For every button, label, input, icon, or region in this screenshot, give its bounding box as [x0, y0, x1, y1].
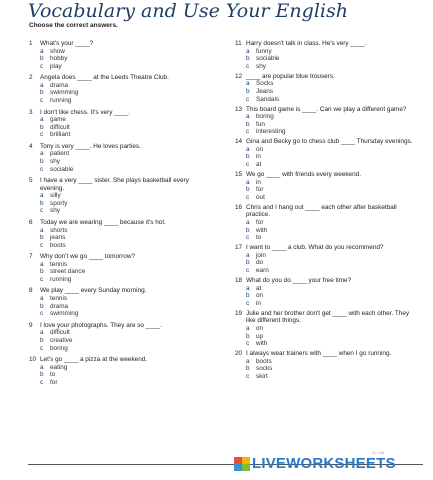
option-text: on: [256, 292, 264, 300]
answer-option[interactable]: [235, 325, 420, 333]
option-text: eating: [50, 363, 68, 371]
option-letter: b: [40, 123, 44, 131]
question-text: This board game is ____. Can we play a different game?: [246, 105, 407, 113]
question-15: [235, 171, 420, 201]
answer-option[interactable]: [29, 268, 214, 276]
question-number: 9: [29, 321, 33, 329]
option-letter: c: [246, 62, 250, 70]
answer-option[interactable]: [29, 379, 214, 387]
question-text: I love your photographs. They are so ____.: [40, 321, 162, 329]
question-number: 8: [29, 287, 33, 295]
option-text: sociable: [50, 165, 74, 173]
option-text: boots: [256, 357, 272, 365]
option-letter: a: [40, 295, 44, 303]
option-text: tennis: [50, 260, 68, 268]
question-10: [29, 356, 214, 386]
option-text: shy: [50, 157, 60, 165]
answer-option[interactable]: [29, 55, 214, 63]
option-letter: a: [40, 260, 44, 268]
answer-option[interactable]: [29, 227, 214, 235]
option-text: drama: [50, 302, 69, 310]
question-6: [29, 219, 214, 249]
question-text: We go ____ with friends every weekend.: [246, 171, 361, 179]
option-text: at: [256, 161, 262, 169]
option-letter: a: [40, 363, 44, 371]
question-8: [29, 287, 214, 317]
question-number: 7: [29, 253, 33, 261]
question-number: 17: [235, 244, 243, 252]
option-letter: a: [246, 324, 250, 332]
question-number: 2: [29, 74, 33, 82]
option-text: difficult: [50, 123, 70, 131]
question-4: [29, 143, 214, 173]
answer-option[interactable]: [29, 371, 214, 379]
option-letter: a: [40, 116, 44, 124]
option-letter: c: [246, 372, 250, 380]
option-text: in: [256, 299, 261, 307]
question-20: [235, 350, 420, 380]
option-text: on: [256, 324, 264, 332]
option-letter: a: [40, 150, 44, 158]
option-letter: a: [40, 226, 44, 234]
option-letter: b: [40, 371, 44, 379]
question-number: 20: [235, 350, 243, 358]
question-14: [235, 138, 420, 168]
answer-option[interactable]: [235, 161, 420, 169]
question-number: 18: [235, 276, 243, 284]
question-number: 15: [235, 171, 243, 179]
answer-option[interactable]: [29, 150, 214, 158]
question-18: [235, 277, 420, 307]
question-number: 19: [235, 309, 243, 317]
question-text: Angela does ____ at the Leeds Theatre Club.: [40, 74, 169, 82]
answer-option[interactable]: [29, 329, 214, 337]
question-text: Today we are wearing ____ because it's hot.: [40, 218, 166, 226]
option-letter: c: [40, 62, 44, 70]
question-1: [29, 40, 214, 70]
answer-option[interactable]: [235, 80, 420, 88]
option-letter: a: [246, 219, 250, 227]
option-letter: b: [40, 302, 44, 310]
answer-option[interactable]: [29, 234, 214, 242]
page-title: Vocabulary and Use Your English: [28, 0, 348, 22]
answer-option[interactable]: [29, 310, 214, 318]
question-16: [235, 204, 420, 242]
option-text: boring: [256, 113, 274, 121]
option-text: boots: [50, 241, 66, 249]
answer-option[interactable]: [29, 48, 214, 56]
answer-option[interactable]: [235, 194, 420, 202]
option-letter: b: [246, 292, 250, 300]
question-text: What do you do ____ your free time?: [246, 276, 352, 284]
option-letter: b: [246, 87, 250, 95]
option-text: socks: [256, 365, 273, 373]
answer-option[interactable]: [235, 88, 420, 96]
answer-option[interactable]: [29, 158, 214, 166]
option-text: swimming: [50, 310, 79, 318]
answer-option[interactable]: [235, 55, 420, 63]
answer-option[interactable]: [235, 179, 420, 187]
option-letter: c: [246, 299, 250, 307]
option-text: out: [256, 193, 265, 201]
option-text: silly: [50, 192, 61, 200]
option-letter: c: [40, 275, 44, 283]
answer-option[interactable]: [235, 121, 420, 129]
option-letter: c: [40, 207, 44, 215]
question-3: [29, 109, 214, 139]
question-number: 11: [235, 40, 242, 47]
option-text: interesting: [256, 128, 286, 136]
option-text: shy: [256, 62, 266, 70]
option-text: show: [50, 47, 65, 55]
option-text: Sandals: [256, 95, 280, 103]
option-text: creative: [50, 336, 73, 344]
answer-option[interactable]: [235, 267, 420, 275]
answer-option[interactable]: [235, 365, 420, 373]
option-text: at: [256, 284, 262, 292]
question-text: I always wear trainers with ____ when I go running.: [246, 350, 392, 358]
option-letter: a: [246, 178, 250, 186]
option-letter: b: [246, 332, 250, 340]
option-letter: b: [246, 55, 250, 63]
answer-option[interactable]: [235, 96, 420, 104]
question-9: [29, 322, 214, 352]
question-2: [29, 74, 214, 104]
option-text: game: [50, 116, 66, 124]
answer-option[interactable]: [235, 333, 420, 341]
answer-option[interactable]: [29, 295, 214, 303]
option-text: Jeans: [256, 87, 274, 95]
option-text: on: [256, 145, 264, 153]
question-number: 4: [29, 142, 33, 150]
question-text: Julie and her brother don't get ____ with each other. They like different things.: [246, 309, 410, 325]
option-letter: c: [40, 131, 44, 139]
logo-icon: [234, 457, 250, 471]
answer-option[interactable]: [29, 63, 214, 71]
option-text: difficult: [50, 329, 70, 337]
answer-option[interactable]: [29, 303, 214, 311]
answer-option[interactable]: [235, 252, 420, 260]
question-19: [235, 310, 420, 348]
option-letter: a: [40, 47, 44, 55]
answer-option[interactable]: [29, 337, 214, 345]
option-text: for: [50, 378, 58, 386]
answer-option[interactable]: [235, 373, 420, 381]
option-text: boring: [50, 344, 68, 352]
instructions: Choose the correct answers.: [29, 22, 118, 29]
answer-option[interactable]: [29, 261, 214, 269]
answer-option[interactable]: [29, 124, 214, 132]
question-7: [29, 253, 214, 283]
option-text: to: [256, 234, 262, 242]
answer-option[interactable]: [235, 153, 420, 161]
option-text: swimming: [50, 89, 79, 97]
question-text: Why don't we go ____ tomorrow?: [40, 253, 135, 261]
option-text: Socks: [256, 80, 274, 88]
question-number: 12: [235, 72, 243, 80]
brand-name: LIVEWORKSHEETS: [252, 455, 396, 472]
option-text: skirt: [256, 372, 268, 380]
option-text: to: [50, 371, 56, 379]
answer-option[interactable]: [235, 234, 420, 242]
question-text: I want to ____ a club. What do you recommend?: [246, 244, 384, 252]
answer-option[interactable]: [235, 113, 420, 121]
option-letter: c: [246, 95, 250, 103]
option-text: sporty: [50, 199, 68, 207]
answer-option[interactable]: [235, 48, 420, 56]
question-text: What's your ____?: [40, 40, 94, 47]
question-text: We play ____ every Sunday morning.: [40, 287, 147, 295]
option-text: with: [256, 340, 268, 348]
question-text: Chris and I hang out ____ each other after basketball practice.: [246, 203, 397, 219]
option-letter: b: [246, 153, 250, 161]
question-text: Harry doesn't talk in class. He's very ____.: [246, 40, 367, 47]
question-number: 6: [29, 218, 33, 226]
answer-option[interactable]: [29, 364, 214, 372]
option-letter: b: [40, 199, 44, 207]
option-letter: b: [246, 259, 250, 267]
question-text: ____ are popular blue trousers.: [246, 72, 335, 80]
question-12: [235, 73, 420, 103]
question-number: 5: [29, 177, 33, 185]
option-letter: c: [40, 310, 44, 318]
option-letter: b: [40, 336, 44, 344]
option-text: in: [256, 178, 261, 186]
option-letter: c: [40, 241, 44, 249]
answer-option[interactable]: [235, 227, 420, 235]
option-letter: a: [246, 113, 250, 121]
option-text: hobby: [50, 55, 68, 63]
answer-option[interactable]: [235, 292, 420, 300]
liveworksheets-logo: [234, 455, 396, 472]
answer-option[interactable]: [29, 345, 214, 353]
answer-option[interactable]: [29, 200, 214, 208]
question-number: 16: [235, 203, 243, 211]
answer-option[interactable]: [29, 97, 214, 105]
option-letter: a: [40, 192, 44, 200]
option-text: shy: [50, 207, 60, 215]
answer-option[interactable]: [235, 285, 420, 293]
option-letter: a: [40, 329, 44, 337]
question-number: 14: [235, 138, 243, 146]
question-text: Tony is very ____. He loves parties.: [40, 142, 141, 150]
answer-option[interactable]: [235, 300, 420, 308]
option-letter: a: [246, 145, 250, 153]
option-text: do: [256, 259, 264, 267]
option-letter: b: [246, 186, 250, 194]
option-letter: b: [40, 157, 44, 165]
option-text: up: [256, 332, 264, 340]
answer-option[interactable]: [235, 340, 420, 348]
option-text: sociable: [256, 55, 280, 63]
option-letter: b: [40, 268, 44, 276]
answer-option[interactable]: [235, 358, 420, 366]
option-text: shorts: [50, 226, 68, 234]
option-letter: b: [40, 55, 44, 63]
answer-option[interactable]: [29, 89, 214, 97]
right-question-column: [235, 40, 420, 383]
answer-option[interactable]: [29, 82, 214, 90]
left-question-column: [29, 40, 214, 390]
question-text: I have a very ____ sister. She plays basketball every evening.: [40, 177, 189, 192]
option-letter: c: [40, 97, 44, 105]
question-text: I don't like chess. It's very ____.: [40, 108, 131, 116]
option-letter: c: [246, 161, 250, 169]
answer-option[interactable]: [29, 242, 214, 250]
answer-option[interactable]: [29, 276, 214, 284]
question-number: 13: [235, 105, 243, 113]
page-note: 4 | 126: [372, 450, 385, 455]
option-letter: c: [40, 378, 44, 386]
option-text: for: [256, 186, 264, 194]
answer-option[interactable]: [235, 259, 420, 267]
question-5: [29, 177, 214, 215]
option-letter: a: [246, 284, 250, 292]
option-letter: a: [246, 357, 250, 365]
answer-option[interactable]: [235, 63, 420, 71]
option-letter: c: [246, 193, 250, 201]
option-letter: b: [246, 226, 250, 234]
option-text: in: [256, 153, 261, 161]
option-letter: b: [246, 120, 250, 128]
question-text: Gina and Becky go to chess club ____ Thursday evenings.: [246, 138, 413, 146]
option-letter: c: [40, 165, 44, 173]
option-letter: c: [246, 128, 250, 136]
answer-option[interactable]: [29, 131, 214, 139]
question-number: 3: [29, 108, 33, 116]
answer-option[interactable]: [29, 192, 214, 200]
option-text: earn: [256, 266, 269, 274]
answer-option[interactable]: [235, 146, 420, 154]
question-13: [235, 106, 420, 136]
option-letter: c: [40, 344, 44, 352]
question-17: [235, 244, 420, 274]
option-text: play: [50, 62, 62, 70]
answer-option[interactable]: [235, 219, 420, 227]
question-number: 10: [29, 355, 37, 363]
option-text: join: [256, 251, 266, 259]
option-letter: a: [246, 80, 250, 88]
answer-option[interactable]: [235, 186, 420, 194]
option-text: with: [256, 226, 268, 234]
option-letter: c: [246, 266, 250, 274]
option-letter: a: [40, 81, 44, 89]
option-text: street dance: [50, 268, 86, 276]
question-text: Let's go ____ a pizza at the weekend.: [40, 355, 148, 363]
option-letter: c: [246, 234, 250, 242]
answer-option[interactable]: [29, 116, 214, 124]
option-text: patient: [50, 150, 70, 158]
option-text: jeans: [50, 234, 66, 242]
option-text: fun: [256, 120, 265, 128]
option-text: tennis: [50, 295, 68, 303]
option-letter: b: [40, 89, 44, 97]
option-text: brilliant: [50, 131, 71, 139]
option-letter: b: [40, 234, 44, 242]
option-letter: a: [246, 47, 250, 55]
option-text: for: [256, 219, 264, 227]
option-text: drama: [50, 81, 69, 89]
question-11: [235, 40, 420, 70]
answer-option[interactable]: [235, 128, 420, 136]
answer-option[interactable]: [29, 166, 214, 174]
option-letter: a: [246, 251, 250, 259]
option-text: running: [50, 97, 72, 105]
option-letter: b: [246, 365, 250, 373]
option-letter: c: [246, 340, 250, 348]
option-text: funny: [256, 47, 272, 55]
option-text: running: [50, 275, 72, 283]
answer-option[interactable]: [29, 207, 214, 215]
question-number: 1: [29, 40, 33, 47]
